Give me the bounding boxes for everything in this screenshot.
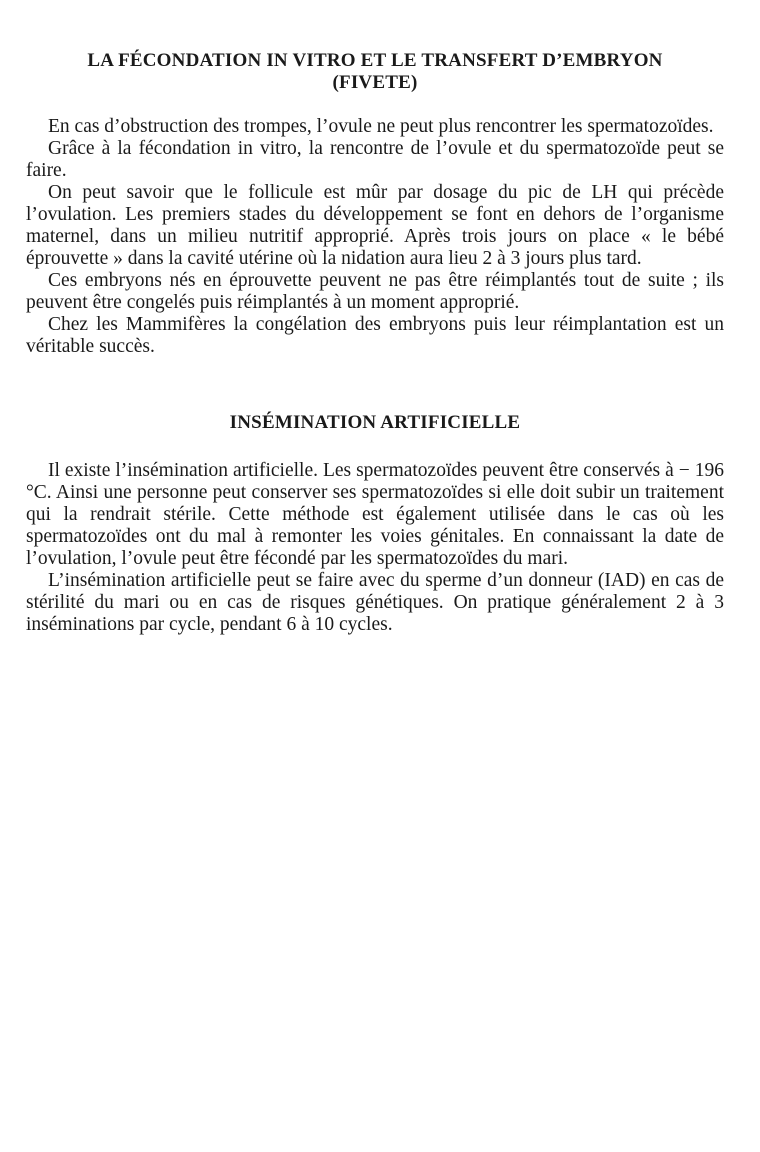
- section-insemination: [26, 412, 724, 636]
- section-title-fivete: [26, 50, 724, 94]
- title-line-2: (FIVETE): [332, 72, 418, 93]
- paragraph: Ces embryons nés en éprouvette peuvent ne pas être réimplantés tout de suite ; ils peuvent être congelés puis réimplantés à un moment approprié.: [26, 270, 724, 313]
- paragraph: L’insémination artificielle peut se faire avec du sperme d’un donneur (IAD) en cas de stérilité du mari ou en cas de risques génétiques. On pratique généralement 2 à 3 inséminations par cycle, pendant 6 à 10 cycles.: [26, 570, 724, 635]
- document-page: [26, 50, 724, 636]
- paragraph: Grâce à la fécondation in vitro, la rencontre de l’ovule et du spermatozoïde peut se faire.: [26, 138, 724, 181]
- section-title-insemination: INSÉMINATION ARTIFICIELLE: [229, 412, 521, 433]
- paragraph: En cas d’obstruction des trompes, l’ovule ne peut plus rencontrer les spermatozoïdes.: [48, 116, 714, 137]
- paragraph: Il existe l’insémination artificielle. Les spermatozoïdes peuvent être conservés à − 196 °C. Ainsi une personne peut conserver ses spermatozoïdes si elle doit subir un traitement qui la rendrait stérile. Cette méthode est également utilisée dans le cas où les spermatozoïdes ont du mal à remonter les voies génitales. En connaissant la date de l’ovulation, l’ovule peut être fécondé par les spermatozoïdes du mari.: [26, 460, 724, 569]
- section-fivete: [26, 50, 724, 358]
- title-line-1: LA FÉCONDATION IN VITRO ET LE TRANSFERT D’EMBRYON: [87, 50, 663, 71]
- paragraph: On peut savoir que le follicule est mûr par dosage du pic de LH qui précède l’ovulation. Les premiers stades du développement se font en dehors de l’organisme maternel, dans un milieu nutritif approprié. Après trois jours on place « le bébé éprouvette » dans la cavité utérine où la nidation aura lieu 2 à 3 jours plus tard.: [26, 182, 724, 269]
- paragraph: Chez les Mammifères la congélation des embryons puis leur réimplantation est un véritable succès.: [26, 314, 724, 357]
